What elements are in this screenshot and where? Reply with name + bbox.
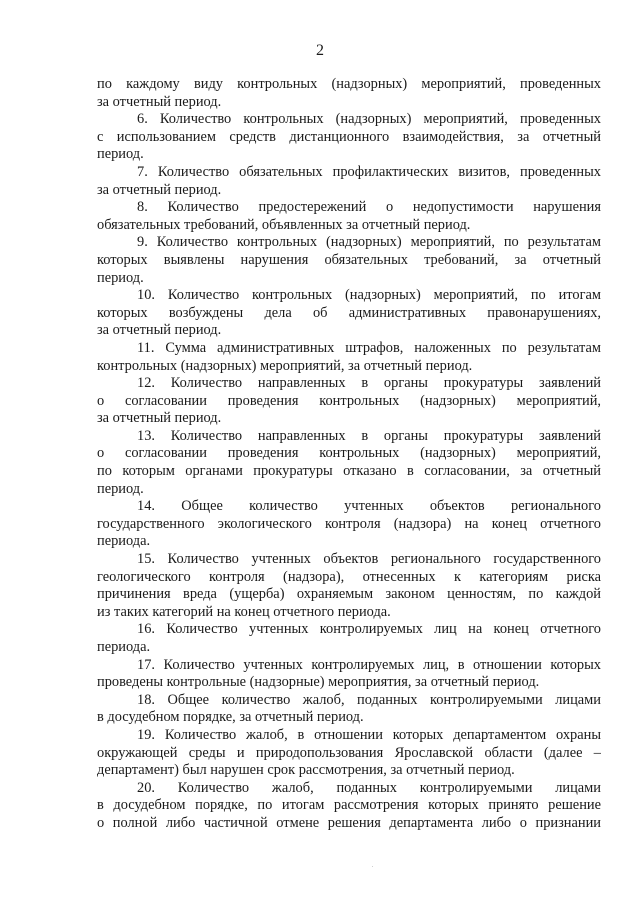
text-line: в досудебном порядке, за отчетный период. <box>97 709 364 726</box>
text-line: 15. Количество учтенных объектов регионального государственного <box>137 551 601 568</box>
text-line: о согласовании проведения контрольных (надзорных) мероприятий, <box>97 392 601 409</box>
paragraph <box>97 340 601 375</box>
text-line: контрольных (надзорных) мероприятий, за отчетный период. <box>97 357 473 374</box>
text-line: за отчетный период. <box>97 322 222 339</box>
text-line: 13. Количество направленных в органы прокуратуры заявлений <box>137 427 601 444</box>
text-line: 9. Количество контрольных (надзорных) мероприятий, по результатам <box>137 234 601 251</box>
text-line: 19. Количество жалоб, в отношении которых департаментом охраны <box>137 726 601 743</box>
paragraph <box>97 287 601 340</box>
text-line: 6. Количество контрольных (надзорных) мероприятий, проведенных <box>137 111 601 128</box>
text-line: причинения вреда (ущерба) охраняемым законом ценностям, по каждой <box>97 586 601 603</box>
paragraph <box>97 621 601 656</box>
document-text <box>97 76 601 833</box>
text-line: периода. <box>97 533 151 550</box>
text-line: департамент) был нарушен срок рассмотрения, за отчетный период. <box>97 762 515 779</box>
text-line: с использованием средств дистанционного взаимодействия, за отчетный <box>97 128 601 145</box>
text-line: 17. Количество учтенных контролируемых лиц, в отношении которых <box>137 656 601 673</box>
text-line: из таких категорий на конец отчетного периода. <box>97 603 391 620</box>
text-line: 10. Количество контрольных (надзорных) мероприятий, по итогам <box>137 287 601 304</box>
text-line: за отчетный период. <box>97 410 222 427</box>
text-line: период. <box>97 480 144 497</box>
text-line: 7. Количество обязательных профилактических визитов, проведенных <box>137 163 601 180</box>
text-line: о согласовании проведения контрольных (надзорных) мероприятий, <box>97 445 601 462</box>
text-line: период. <box>97 146 144 163</box>
paragraph <box>97 692 601 727</box>
text-line: 8. Количество предостережений о недопустимости нарушения <box>137 199 601 216</box>
paragraph <box>97 164 601 199</box>
paragraph <box>97 727 601 780</box>
paragraph <box>97 111 601 164</box>
text-line: 14. Общее количество учтенных объектов регионального <box>137 498 601 515</box>
paragraph <box>97 375 601 428</box>
text-line: в досудебном порядке, по итогам рассмотрения которых принято решение <box>97 797 601 814</box>
text-line: 16. Количество учтенных контролируемых лиц на конец отчетного <box>137 621 601 638</box>
page-number: 2 <box>316 42 324 59</box>
text-line: окружающей среды и природопользования Ярославской области (далее – <box>97 744 601 761</box>
text-line: 20. Количество жалоб, поданных контролируемыми лицами <box>137 779 601 796</box>
paragraph <box>97 199 601 234</box>
text-line: которых возбуждены дела об административных правонарушениях, <box>97 304 601 321</box>
text-line: за отчетный период. <box>97 93 222 110</box>
text-line: обязательных требований, объявленных за отчетный период. <box>97 216 471 233</box>
paragraph <box>97 657 601 692</box>
paragraph <box>97 498 601 551</box>
text-line: периода. <box>97 639 151 655</box>
text-line: которых выявлены нарушения обязательных требований, за отчетный <box>97 251 601 268</box>
text-line: по которым органами прокуратуры отказано в согласовании, за отчетный <box>97 463 601 480</box>
text-line: период. <box>97 269 144 286</box>
scan-speck <box>372 866 373 867</box>
paragraph <box>97 780 601 833</box>
paragraph <box>97 76 601 111</box>
text-line: 18. Общее количество жалоб, поданных контролируемыми лицами <box>137 691 601 708</box>
text-line: проведены контрольные (надзорные) мероприятия, за отчетный период. <box>97 674 540 691</box>
text-line: государственного экологического контроля (надзора) на конец отчетного <box>97 515 601 532</box>
text-line: по каждому виду контрольных (надзорных) мероприятий, проведенных <box>97 76 601 92</box>
paragraph <box>97 428 601 498</box>
paragraph <box>97 234 601 287</box>
text-line: о полной либо частичной отмене решения департамента либо о признании <box>97 814 601 831</box>
text-line: за отчетный период. <box>97 181 222 198</box>
paragraph <box>97 551 601 621</box>
text-line: 12. Количество направленных в органы прокуратуры заявлений <box>137 375 601 392</box>
text-line: 11. Сумма административных штрафов, наложенных по результатам <box>137 339 601 356</box>
text-line: геологического контроля (надзора), отнесенных к категориям риска <box>97 568 601 585</box>
